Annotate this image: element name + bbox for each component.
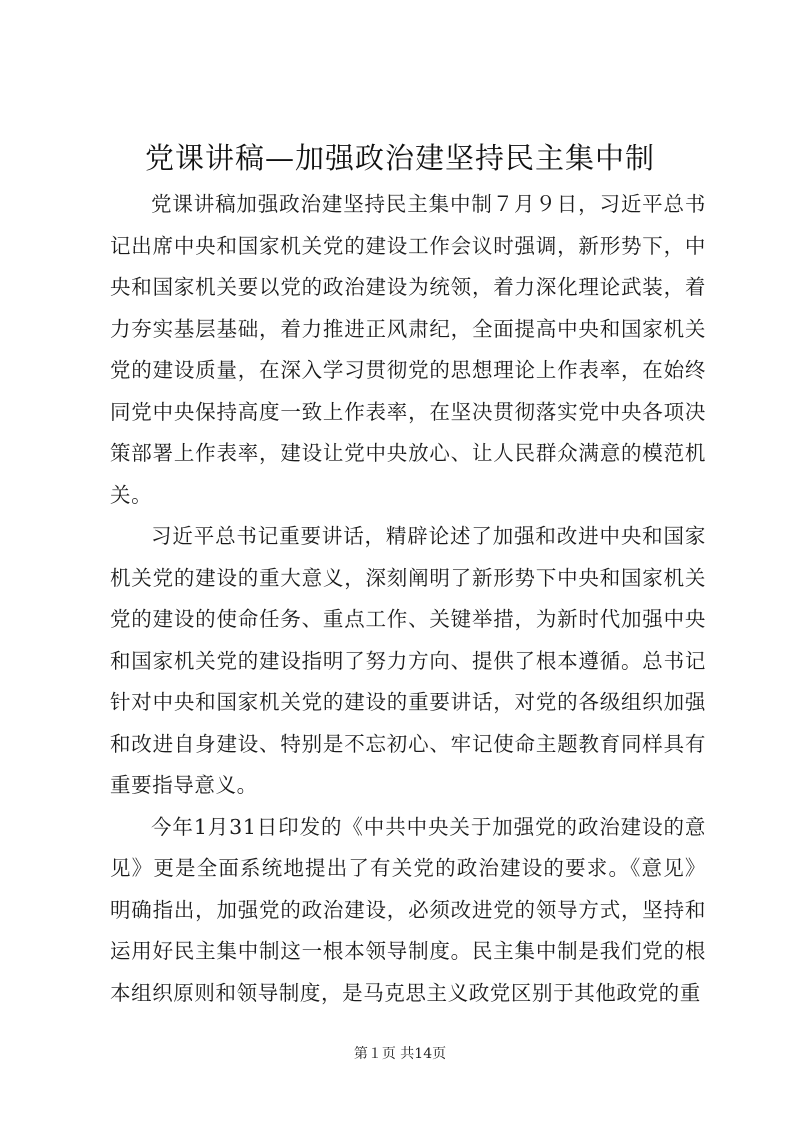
document-title: 党课讲稿—加强政治建坚持民主集中制 <box>144 141 655 175</box>
page-footer: 第１页 共14页 <box>353 1046 447 1062</box>
document-body <box>110 184 706 1014</box>
paragraph-2: 习近平总书记重要讲话，精辟论述了加强和改进中央和国家机关党的建设的重大意义，深刻阐明了新形势下中央和国家机关党的建设的使命任务、重点工作、关键举措，为新时代加强中央和国家机关党的建设指明了努力方向、提供了根本遵循。总书记针对中央和国家机关党的建设的重要讲话，对党的各级组织加强和改进自身建设、特别是不忘初心、牢记使命主题教育同样具有重要指导意义。 <box>110 524 706 797</box>
paragraph-1: 党课讲稿加强政治建坚持民主集中制７月９日，习近平总书记出席中央和国家机关党的建设工作会议时强调，新形势下，中央和国家机关要以党的政治建设为统领，着力深化理论武装，着力夯实基层基础，着力推进正风肃纪，全面提高中央和国家机关党的建设质量，在深入学习贯彻党的思想理论上作表率，在始终同党中央保持高度一致上作表率，在坚决贯彻落实党中央各项决策部署上作表率，建设让党中央放心、让人民群众满意的模范机关。 <box>110 192 706 507</box>
paragraph-3: 今年1月31日印发的《中共中央关于加强党的政治建设的意见》更是全面系统地提出了有关党的政治建设的要求。《意见》明确指出，加强党的政治建设，必须改进党的领导方式，坚持和运用好民主集中制这一根本领导制度。民主集中制是我们党的根本组织原则和领导制度，是马克思主义政党区别于其他政党的重 <box>110 814 706 1005</box>
